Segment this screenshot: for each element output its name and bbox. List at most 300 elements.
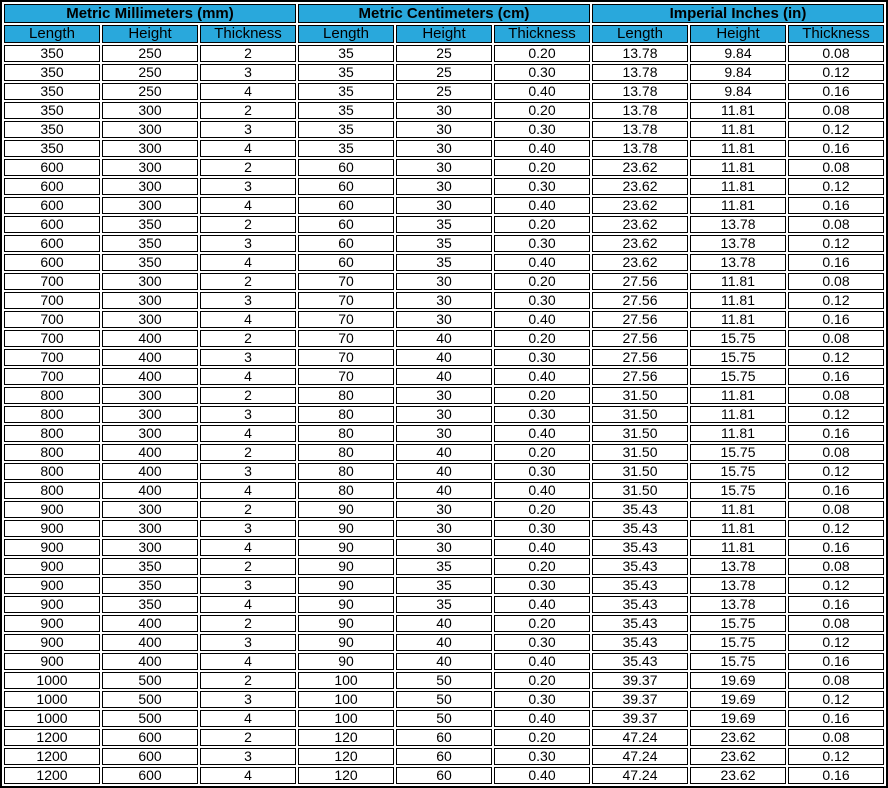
data-cell: 900 [4, 558, 100, 575]
data-cell: 0.30 [494, 691, 590, 708]
data-cell: 47.24 [592, 767, 688, 784]
data-cell: 30 [396, 140, 492, 157]
data-cell: 0.12 [788, 64, 884, 81]
data-cell: 50 [396, 672, 492, 689]
data-cell: 4 [200, 311, 296, 328]
data-cell: 35.43 [592, 615, 688, 632]
data-cell: 3 [200, 463, 296, 480]
data-cell: 350 [4, 64, 100, 81]
data-cell: 35.43 [592, 501, 688, 518]
data-cell: 40 [396, 463, 492, 480]
data-cell: 35 [298, 140, 394, 157]
data-cell: 300 [102, 197, 198, 214]
data-cell: 0.40 [494, 368, 590, 385]
data-cell: 90 [298, 501, 394, 518]
data-cell: 35.43 [592, 634, 688, 651]
data-cell: 11.81 [690, 539, 786, 556]
data-cell: 30 [396, 292, 492, 309]
data-cell: 4 [200, 83, 296, 100]
data-cell: 35.43 [592, 520, 688, 537]
data-cell: 350 [102, 254, 198, 271]
data-cell: 0.08 [788, 615, 884, 632]
data-cell: 0.30 [494, 634, 590, 651]
data-cell: 11.81 [690, 425, 786, 442]
data-cell: 0.16 [788, 254, 884, 271]
data-cell: 0.12 [788, 691, 884, 708]
data-cell: 300 [102, 273, 198, 290]
data-cell: 90 [298, 558, 394, 575]
data-cell: 0.20 [494, 672, 590, 689]
data-cell: 90 [298, 653, 394, 670]
table-row [4, 653, 884, 670]
data-cell: 0.20 [494, 159, 590, 176]
data-cell: 25 [396, 45, 492, 62]
data-cell: 0.08 [788, 672, 884, 689]
data-cell: 400 [102, 634, 198, 651]
data-cell: 0.12 [788, 178, 884, 195]
column-header-mm-length: Length [4, 25, 100, 43]
table-row [4, 520, 884, 537]
data-cell: 39.37 [592, 672, 688, 689]
data-cell: 15.75 [690, 482, 786, 499]
data-cell: 27.56 [592, 311, 688, 328]
data-cell: 15.75 [690, 368, 786, 385]
group-header-row [4, 4, 884, 23]
data-cell: 4 [200, 482, 296, 499]
data-cell: 35.43 [592, 596, 688, 613]
data-cell: 0.40 [494, 425, 590, 442]
table-row [4, 45, 884, 62]
data-cell: 700 [4, 292, 100, 309]
column-header-cm-height: Height [396, 25, 492, 43]
data-cell: 15.75 [690, 463, 786, 480]
data-cell: 30 [396, 311, 492, 328]
table-row [4, 672, 884, 689]
data-cell: 0.30 [494, 748, 590, 765]
table-row [4, 577, 884, 594]
data-cell: 11.81 [690, 501, 786, 518]
table-row [4, 558, 884, 575]
data-cell: 19.69 [690, 710, 786, 727]
data-cell: 400 [102, 482, 198, 499]
data-cell: 23.62 [690, 729, 786, 746]
data-cell: 0.12 [788, 406, 884, 423]
data-cell: 39.37 [592, 710, 688, 727]
data-cell: 50 [396, 710, 492, 727]
data-cell: 35 [396, 558, 492, 575]
data-cell: 35 [396, 254, 492, 271]
data-cell: 0.30 [494, 463, 590, 480]
data-cell: 3 [200, 235, 296, 252]
data-cell: 90 [298, 520, 394, 537]
data-cell: 700 [4, 273, 100, 290]
data-cell: 3 [200, 691, 296, 708]
data-cell: 900 [4, 520, 100, 537]
data-cell: 2 [200, 159, 296, 176]
data-cell: 0.20 [494, 45, 590, 62]
data-cell: 50 [396, 691, 492, 708]
data-cell: 0.30 [494, 520, 590, 537]
data-cell: 300 [102, 425, 198, 442]
data-cell: 0.40 [494, 254, 590, 271]
data-cell: 0.40 [494, 710, 590, 727]
data-cell: 35 [396, 596, 492, 613]
data-cell: 60 [298, 235, 394, 252]
data-cell: 600 [102, 729, 198, 746]
data-cell: 0.08 [788, 45, 884, 62]
data-cell: 35 [396, 577, 492, 594]
data-cell: 0.08 [788, 729, 884, 746]
data-cell: 40 [396, 330, 492, 347]
table-row [4, 64, 884, 81]
data-cell: 600 [4, 254, 100, 271]
data-cell: 300 [102, 520, 198, 537]
data-cell: 40 [396, 368, 492, 385]
group-header-metric-cm: Metric Centimeters (cm) [298, 4, 590, 23]
data-cell: 800 [4, 482, 100, 499]
data-cell: 0.12 [788, 121, 884, 138]
data-cell: 11.81 [690, 121, 786, 138]
data-cell: 13.78 [690, 577, 786, 594]
data-cell: 350 [102, 558, 198, 575]
data-cell: 30 [396, 501, 492, 518]
data-cell: 350 [4, 121, 100, 138]
data-cell: 35 [298, 102, 394, 119]
data-cell: 2 [200, 558, 296, 575]
data-cell: 0.16 [788, 140, 884, 157]
data-cell: 0.40 [494, 653, 590, 670]
data-cell: 11.81 [690, 387, 786, 404]
data-cell: 9.84 [690, 64, 786, 81]
table-row [4, 140, 884, 157]
data-cell: 0.20 [494, 273, 590, 290]
data-cell: 1200 [4, 748, 100, 765]
data-cell: 23.62 [592, 254, 688, 271]
data-cell: 400 [102, 463, 198, 480]
data-cell: 300 [102, 311, 198, 328]
data-cell: 60 [298, 197, 394, 214]
data-cell: 500 [102, 672, 198, 689]
data-cell: 0.30 [494, 292, 590, 309]
data-cell: 0.12 [788, 577, 884, 594]
data-cell: 27.56 [592, 273, 688, 290]
table-row [4, 368, 884, 385]
data-cell: 300 [102, 387, 198, 404]
table-row [4, 425, 884, 442]
column-header-mm-thickness: Thickness [200, 25, 296, 43]
data-cell: 100 [298, 672, 394, 689]
data-cell: 40 [396, 634, 492, 651]
data-cell: 13.78 [690, 558, 786, 575]
data-cell: 60 [298, 159, 394, 176]
data-cell: 0.40 [494, 140, 590, 157]
data-cell: 35 [396, 235, 492, 252]
data-cell: 27.56 [592, 292, 688, 309]
data-cell: 30 [396, 102, 492, 119]
data-cell: 350 [102, 235, 198, 252]
table-row [4, 216, 884, 233]
data-cell: 900 [4, 615, 100, 632]
data-cell: 30 [396, 520, 492, 537]
data-cell: 4 [200, 710, 296, 727]
data-cell: 47.24 [592, 729, 688, 746]
data-cell: 0.16 [788, 425, 884, 442]
data-cell: 19.69 [690, 672, 786, 689]
data-cell: 0.08 [788, 501, 884, 518]
data-cell: 13.78 [690, 254, 786, 271]
data-cell: 13.78 [592, 102, 688, 119]
data-cell: 0.08 [788, 159, 884, 176]
data-cell: 2 [200, 672, 296, 689]
data-cell: 0.20 [494, 216, 590, 233]
data-cell: 0.16 [788, 710, 884, 727]
data-cell: 31.50 [592, 406, 688, 423]
table-row [4, 748, 884, 765]
data-cell: 0.16 [788, 482, 884, 499]
data-cell: 3 [200, 64, 296, 81]
data-cell: 300 [102, 406, 198, 423]
data-cell: 90 [298, 539, 394, 556]
table-row [4, 463, 884, 480]
data-cell: 700 [4, 368, 100, 385]
data-cell: 13.78 [690, 235, 786, 252]
table-row [4, 501, 884, 518]
data-cell: 0.20 [494, 444, 590, 461]
data-cell: 15.75 [690, 349, 786, 366]
data-cell: 0.40 [494, 767, 590, 784]
column-header-row [4, 25, 884, 43]
data-cell: 300 [102, 159, 198, 176]
data-cell: 15.75 [690, 444, 786, 461]
table-row [4, 634, 884, 651]
data-cell: 0.08 [788, 273, 884, 290]
data-cell: 3 [200, 520, 296, 537]
table-row [4, 349, 884, 366]
data-cell: 0.30 [494, 406, 590, 423]
data-cell: 800 [4, 387, 100, 404]
data-cell: 3 [200, 121, 296, 138]
data-cell: 2 [200, 216, 296, 233]
data-cell: 0.40 [494, 197, 590, 214]
data-cell: 90 [298, 634, 394, 651]
data-cell: 13.78 [690, 216, 786, 233]
data-cell: 0.30 [494, 349, 590, 366]
data-cell: 30 [396, 406, 492, 423]
data-cell: 9.84 [690, 83, 786, 100]
data-cell: 120 [298, 748, 394, 765]
data-cell: 3 [200, 577, 296, 594]
data-cell: 600 [4, 159, 100, 176]
data-cell: 0.16 [788, 368, 884, 385]
data-cell: 1200 [4, 729, 100, 746]
data-cell: 13.78 [690, 596, 786, 613]
data-cell: 31.50 [592, 463, 688, 480]
column-header-in-height: Height [690, 25, 786, 43]
data-cell: 35 [298, 45, 394, 62]
data-cell: 4 [200, 197, 296, 214]
table-row [4, 596, 884, 613]
data-cell: 900 [4, 653, 100, 670]
data-cell: 500 [102, 710, 198, 727]
data-cell: 70 [298, 349, 394, 366]
data-cell: 350 [4, 83, 100, 100]
data-cell: 250 [102, 64, 198, 81]
data-cell: 1000 [4, 672, 100, 689]
data-cell: 2 [200, 330, 296, 347]
data-cell: 400 [102, 349, 198, 366]
data-cell: 30 [396, 425, 492, 442]
data-cell: 9.84 [690, 45, 786, 62]
data-cell: 4 [200, 368, 296, 385]
data-cell: 35.43 [592, 577, 688, 594]
data-cell: 100 [298, 710, 394, 727]
data-cell: 35 [396, 216, 492, 233]
data-cell: 600 [102, 748, 198, 765]
data-cell: 23.62 [592, 235, 688, 252]
data-cell: 120 [298, 729, 394, 746]
data-cell: 35.43 [592, 558, 688, 575]
data-cell: 600 [4, 178, 100, 195]
data-cell: 300 [102, 121, 198, 138]
data-cell: 0.30 [494, 64, 590, 81]
column-header-in-length: Length [592, 25, 688, 43]
data-cell: 2 [200, 444, 296, 461]
data-cell: 80 [298, 463, 394, 480]
data-cell: 350 [4, 45, 100, 62]
data-cell: 700 [4, 330, 100, 347]
table-row [4, 710, 884, 727]
data-cell: 4 [200, 596, 296, 613]
data-cell: 900 [4, 539, 100, 556]
group-header-metric-mm: Metric Millimeters (mm) [4, 4, 296, 23]
table-header [4, 4, 884, 43]
data-cell: 2 [200, 501, 296, 518]
data-cell: 4 [200, 140, 296, 157]
data-cell: 0.12 [788, 748, 884, 765]
data-cell: 30 [396, 197, 492, 214]
data-cell: 60 [396, 729, 492, 746]
data-cell: 0.12 [788, 235, 884, 252]
data-cell: 31.50 [592, 387, 688, 404]
data-cell: 13.78 [592, 45, 688, 62]
group-header-imperial-in: Imperial Inches (in) [592, 4, 884, 23]
table-row [4, 539, 884, 556]
data-cell: 11.81 [690, 520, 786, 537]
data-cell: 900 [4, 596, 100, 613]
data-cell: 0.08 [788, 444, 884, 461]
data-cell: 31.50 [592, 482, 688, 499]
data-cell: 3 [200, 406, 296, 423]
data-cell: 31.50 [592, 444, 688, 461]
data-cell: 2 [200, 273, 296, 290]
data-cell: 3 [200, 634, 296, 651]
data-cell: 80 [298, 387, 394, 404]
data-cell: 0.30 [494, 121, 590, 138]
data-cell: 2 [200, 615, 296, 632]
table-row [4, 387, 884, 404]
data-cell: 0.16 [788, 596, 884, 613]
data-cell: 60 [396, 748, 492, 765]
data-cell: 39.37 [592, 691, 688, 708]
data-cell: 0.12 [788, 520, 884, 537]
data-cell: 23.62 [592, 197, 688, 214]
table-row [4, 311, 884, 328]
data-cell: 350 [102, 596, 198, 613]
data-cell: 100 [298, 691, 394, 708]
data-cell: 23.62 [690, 748, 786, 765]
data-cell: 0.40 [494, 482, 590, 499]
data-cell: 2 [200, 102, 296, 119]
data-cell: 13.78 [592, 83, 688, 100]
data-cell: 4 [200, 767, 296, 784]
data-cell: 300 [102, 140, 198, 157]
data-cell: 0.30 [494, 235, 590, 252]
data-cell: 90 [298, 596, 394, 613]
data-cell: 0.30 [494, 577, 590, 594]
data-cell: 4 [200, 425, 296, 442]
data-cell: 0.08 [788, 216, 884, 233]
data-cell: 13.78 [592, 121, 688, 138]
data-cell: 35.43 [592, 539, 688, 556]
data-cell: 1000 [4, 691, 100, 708]
data-cell: 23.62 [592, 216, 688, 233]
data-cell: 400 [102, 368, 198, 385]
data-cell: 35.43 [592, 653, 688, 670]
data-cell: 0.20 [494, 615, 590, 632]
data-cell: 0.20 [494, 387, 590, 404]
table-row [4, 615, 884, 632]
data-cell: 30 [396, 159, 492, 176]
data-cell: 11.81 [690, 197, 786, 214]
data-cell: 15.75 [690, 615, 786, 632]
data-cell: 400 [102, 444, 198, 461]
table-row [4, 254, 884, 271]
data-cell: 60 [298, 178, 394, 195]
data-cell: 40 [396, 615, 492, 632]
column-header-cm-length: Length [298, 25, 394, 43]
data-cell: 3 [200, 292, 296, 309]
data-cell: 25 [396, 64, 492, 81]
data-cell: 70 [298, 330, 394, 347]
data-cell: 27.56 [592, 349, 688, 366]
data-cell: 11.81 [690, 406, 786, 423]
data-cell: 19.69 [690, 691, 786, 708]
data-cell: 0.20 [494, 558, 590, 575]
data-cell: 400 [102, 653, 198, 670]
data-cell: 90 [298, 577, 394, 594]
data-cell: 35 [298, 83, 394, 100]
data-cell: 0.08 [788, 330, 884, 347]
table-row [4, 767, 884, 784]
data-cell: 0.40 [494, 539, 590, 556]
data-cell: 350 [102, 577, 198, 594]
data-cell: 0.08 [788, 387, 884, 404]
data-cell: 31.50 [592, 425, 688, 442]
data-cell: 3 [200, 178, 296, 195]
data-cell: 11.81 [690, 159, 786, 176]
data-cell: 27.56 [592, 368, 688, 385]
table-row [4, 178, 884, 195]
data-cell: 15.75 [690, 330, 786, 347]
data-cell: 0.12 [788, 634, 884, 651]
data-cell: 600 [4, 216, 100, 233]
table-row [4, 159, 884, 176]
data-cell: 300 [102, 501, 198, 518]
data-cell: 0.16 [788, 311, 884, 328]
data-cell: 60 [298, 216, 394, 233]
data-cell: 25 [396, 83, 492, 100]
data-cell: 90 [298, 615, 394, 632]
